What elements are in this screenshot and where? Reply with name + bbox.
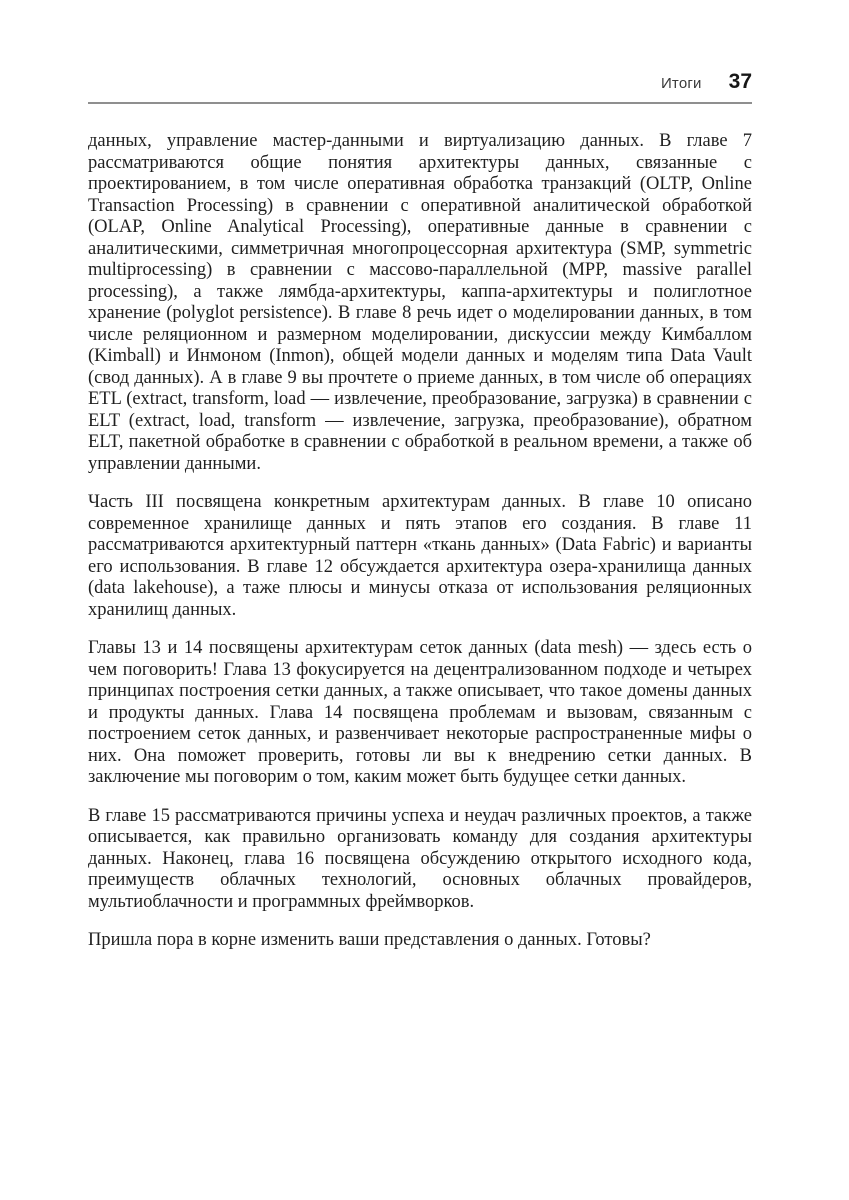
body-paragraph: Часть III посвящена конкретным архитектурам данных. В главе 10 описано современное хранилище данных и пять этапов его создания. В главе 11 рассматриваются архитектурный паттерн «ткань данных» (Data Fabric) и варианты его использования. В главе 12 обсуждается архитектура озера-хранилища данных (data lakehouse), а таже плюсы и минусы отказа от использования реляционных хранилищ данных. — [88, 492, 752, 620]
body-paragraph: данных, управление мастер-данными и виртуализацию данных. В главе 7 рассматриваются общие понятия архитектуры данных, связанные с проектированием, в том числе оперативная обработка транзакций (OLTP, Online Transaction Processing) в сравнении с оперативной аналитической обработкой (OLAP, Online Analytical Processing), оперативные данные в сравнении с аналитическими, симметричная многопроцессорная архитектура (SMP, symmetric multiprocessing) в сравнении с массово-параллельной (MPP, massive parallel processing), а также лямбда-архитектуры, каппа-архитектуры и полиглотное хранение (polyglot persistence). В главе 8 речь идет о моделировании данных, в том числе реляционном и размерном моделировании, дискуссии между Кимбаллом (Kimball) и Инмоном (Inmon), общей модели данных и моделям типа Data Vault (свод данных). А в главе 9 вы прочтете о приеме данных, в том числе об операциях ETL (extract, transform, load — извлечение, преобразование, загрузка) в сравнении с ELT (extract, load, transform — извлечение, загрузка, преобразование), обратном ELT, пакетной обработке в сравнении с обработкой в реальном времени, а также об управлении данными. — [88, 131, 752, 474]
running-head-section-title: Итоги — [660, 75, 702, 92]
header-rule — [88, 102, 752, 104]
page-number: 37 — [728, 70, 752, 93]
page-body — [88, 131, 752, 952]
page-header — [88, 70, 752, 94]
body-paragraph: Главы 13 и 14 посвящены архитектурам сеток данных (data mesh) — здесь есть о чем поговорить! Глава 13 фокусируется на децентрализованном подходе и четырех принципах построения сетки данных, а также описывает, что такое домены данных и продукты данных. Глава 14 посвящена проблемам и вызовам, связанным с построением сеток данных, и развенчивает некоторые распространенные мифы о них. Она поможет проверить, готовы ли вы к внедрению сетки данных. В заключение мы поговорим о том, каким может быть будущее сетки данных. — [88, 638, 752, 787]
body-paragraph: В главе 15 рассматриваются причины успеха и неудач различных проектов, а также описывается, как правильно организовать команду для создания архитектуры данных. Наконец, глава 16 посвящена обсуждению открытого исходного кода, преимуществ облачных технологий, основных облачных провайдеров, мультиоблачности и программных фреймворков. — [88, 805, 752, 912]
body-paragraph: Пришла пора в корне изменить ваши представления о данных. Готовы? — [88, 930, 651, 950]
